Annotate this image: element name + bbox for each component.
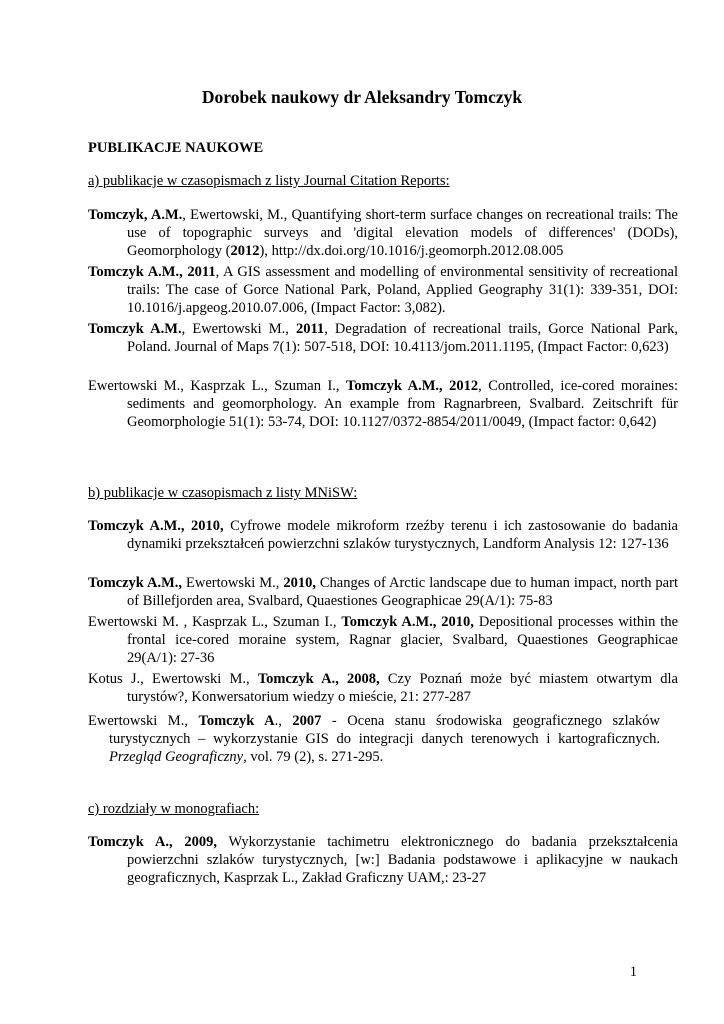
entry-text: ., bbox=[274, 713, 293, 729]
publication-entry bbox=[88, 670, 678, 706]
entry-text: - Ocena stanu środowiska geograficznego szlaków turystycznych – wykorzystanie GIS do integracji danych terenowych i kartograficznych. bbox=[109, 713, 661, 747]
publication-entry bbox=[88, 377, 678, 431]
entry-text: , vol. 79 (2), s. 271-295. bbox=[243, 749, 384, 765]
publication-entry bbox=[88, 613, 678, 667]
entry-bold-text: 2012 bbox=[230, 243, 260, 259]
entry-text: Kotus J., Ewertowski M., bbox=[88, 671, 258, 687]
entry-bold-text: 2011 bbox=[295, 321, 325, 337]
publication-entry bbox=[88, 263, 678, 317]
entry-bold-text: Tomczyk A.M., 2010, bbox=[88, 518, 224, 534]
entry-text: , Degradation of recreational trails, Gorce National Park, Poland. Journal of Maps 7(1): 507-518, DOI: 10.4113/jom.2011.1195, (Impact Factor: 0,623) bbox=[127, 321, 678, 355]
entry-bold-text: Tomczyk A.M., 2011 bbox=[88, 264, 216, 280]
entry-text: Depositional processes within the frontal ice-cored moraine system, Ragnar glacier, Svalbard, Quaestiones Geographicae 29(A/1): 27-36 bbox=[127, 614, 678, 666]
publication-entry bbox=[88, 517, 678, 553]
publication-entry bbox=[88, 206, 678, 260]
publication-entry bbox=[88, 833, 678, 887]
entry-text: Wykorzystanie tachimetru elektronicznego do badania przekształcenia powierzchni szlaków turystycznych, [w:] Badania podstawowe i aplikacyjne w naukach geograficznych, Kasprzak L., Zakład Graficzny UAM,: 23-27 bbox=[127, 834, 678, 886]
publication-entry bbox=[88, 712, 660, 766]
page-number: 1 bbox=[629, 964, 637, 980]
subsection-heading-monographs: c) rozdziały w monografiach: bbox=[88, 801, 260, 817]
entry-text: Ewertowski M., bbox=[88, 713, 199, 729]
entry-italic-text: Przegląd Geograficzny bbox=[109, 749, 244, 765]
subsection-heading-jcr: a) publikacje w czasopismach z listy Journal Citation Reports: bbox=[88, 173, 450, 189]
entry-bold-text: Tomczyk A.M., bbox=[88, 575, 183, 591]
entry-bold-text: 2007 bbox=[292, 713, 322, 729]
section-heading: PUBLIKACJE NAUKOWE bbox=[88, 140, 264, 156]
entry-text: Changes of Arctic landscape due to human impact, north part of Billefjorden area, Svalbard, Quaestiones Geographicae 29(A/1): 75-83 bbox=[127, 575, 678, 609]
entry-bold-text: Tomczyk, A.M. bbox=[88, 207, 183, 223]
subsection-heading-mnisw: b) publikacje w czasopismach z listy MNiSW: bbox=[88, 485, 358, 501]
entry-bold-text: Tomczyk A., 2009, bbox=[88, 834, 218, 850]
entry-bold-text: Tomczyk A.M. bbox=[88, 321, 182, 337]
entry-text: Czy Poznań może być miastem otwartym dla turystów?, Konwersatorium wiedzy o mieście, 21: 277-287 bbox=[127, 671, 678, 705]
document-title: Dorobek naukowy dr Aleksandry Tomczyk bbox=[201, 87, 523, 107]
entry-text: Cyfrowe modele mikroform rzeźby terenu i ich zastosowanie do badania dynamiki przekształceń powierzchni szlaków turystycznych, Landform Analysis 12: 127-136 bbox=[127, 518, 678, 552]
entry-text: Ewertowski M., bbox=[182, 575, 284, 591]
publication-entry bbox=[88, 320, 678, 356]
entry-text: , Ewertowski, M., Quantifying short-term surface changes on recreational trails: The use of topographic surveys and 'digital elevation models of differences' (DODs), Geomorphology ( bbox=[127, 207, 678, 259]
entry-bold-text: Tomczyk A bbox=[198, 713, 275, 729]
entry-text: , Ewertowski M., bbox=[181, 321, 296, 337]
entry-text: Ewertowski M. , Kasprzak L., Szuman I., bbox=[88, 614, 342, 630]
publication-entry bbox=[88, 574, 678, 610]
entry-bold-text: Tomczyk A.M., 2010, bbox=[341, 614, 474, 630]
entry-bold-text: Tomczyk A., 2008, bbox=[257, 671, 380, 687]
entry-bold-text: Tomczyk A.M., 2012 bbox=[346, 378, 479, 394]
entry-text: , A GIS assessment and modelling of environmental sensitivity of recreational trails: The case of Gorce National Park, Poland, Applied Geography 31(1): 339-351, DOI: 10.1016/j.apgeog.2010.07.006, (Impact Factor: 3,082). bbox=[127, 264, 678, 316]
entry-text: Ewertowski M., Kasprzak L., Szuman I., bbox=[88, 378, 347, 394]
entry-bold-text: 2010, bbox=[283, 575, 316, 591]
entry-text: , Controlled, ice-cored moraines: sediments and geomorphology. An example from Ragnarbreen, Svalbard. Zeitschrift für Geomorphologie 51(1): 53-74, DOI: 10.1127/0372-8854/2011/0049, (Impact factor: 0,642) bbox=[127, 378, 679, 430]
entry-text: ), http://dx.doi.org/10.1016/j.geomorph.2012.08.005 bbox=[259, 243, 564, 259]
